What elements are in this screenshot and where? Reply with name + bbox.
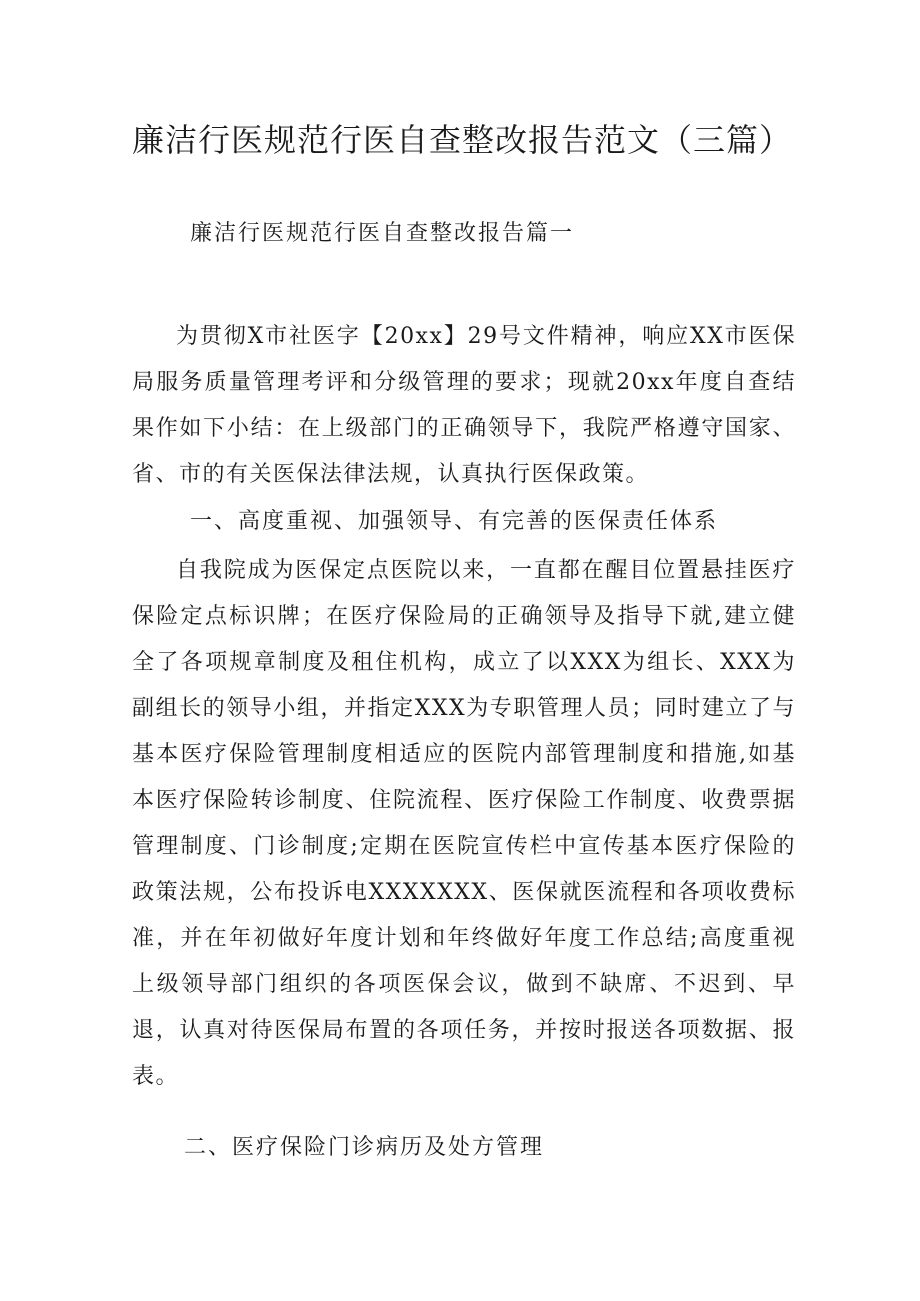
section-heading-2: 二、医疗保险门诊病历及处方管理 [184,1135,545,1160]
section-heading-1: 一、高度重视、加强领导、有完善的医保责任体系 [190,509,719,534]
paragraph-section-1: 自我院成为医保定点医院以来，一直都在醒目位置悬挂医疗保险定点标识牌；在医疗保险局的正确领导及指导下就,建立健全了各项规章制度及租住机构，成立了以XXX为组长、XXX为副组长的领导小组，并指定XXX为专职管理人员；同时建立了与基本医疗保险管理制度相适应的医院内部管理制度和措施,如基本医疗保险转诊制度、住院流程、医疗保险工作制度、收费票据管理制度、门诊制度;定期在医院宣传栏中宣传基本医疗保险的政策法规，公布投诉电XXXXXXX、医保就医流程和各项收费标准，并在年初做好年度计划和年终做好年度工作总结;高度重视上级领导部门组织的各项医保会议，做到不缺席、不迟到、早退，认真对待医保局布置的各项任务，并按时报送各项数据、报表。 [132,558,796,1089]
paragraph-intro: 为贯彻X市社医字【20xx】29号文件精神，响应XX市医保局服务质量管理考评和分级管理的要求；现就20xx年度自查结果作如下小结：在上级部门的正确领导下，我院严格遵守国家、省、市的有关医保法律法规，认真执行医保政策。 [132,324,796,487]
document-title: 廉洁行医规范行医自查整改报告范文（三篇） [132,121,793,159]
document-subtitle: 廉洁行医规范行医自查整改报告篇一 [190,221,575,246]
